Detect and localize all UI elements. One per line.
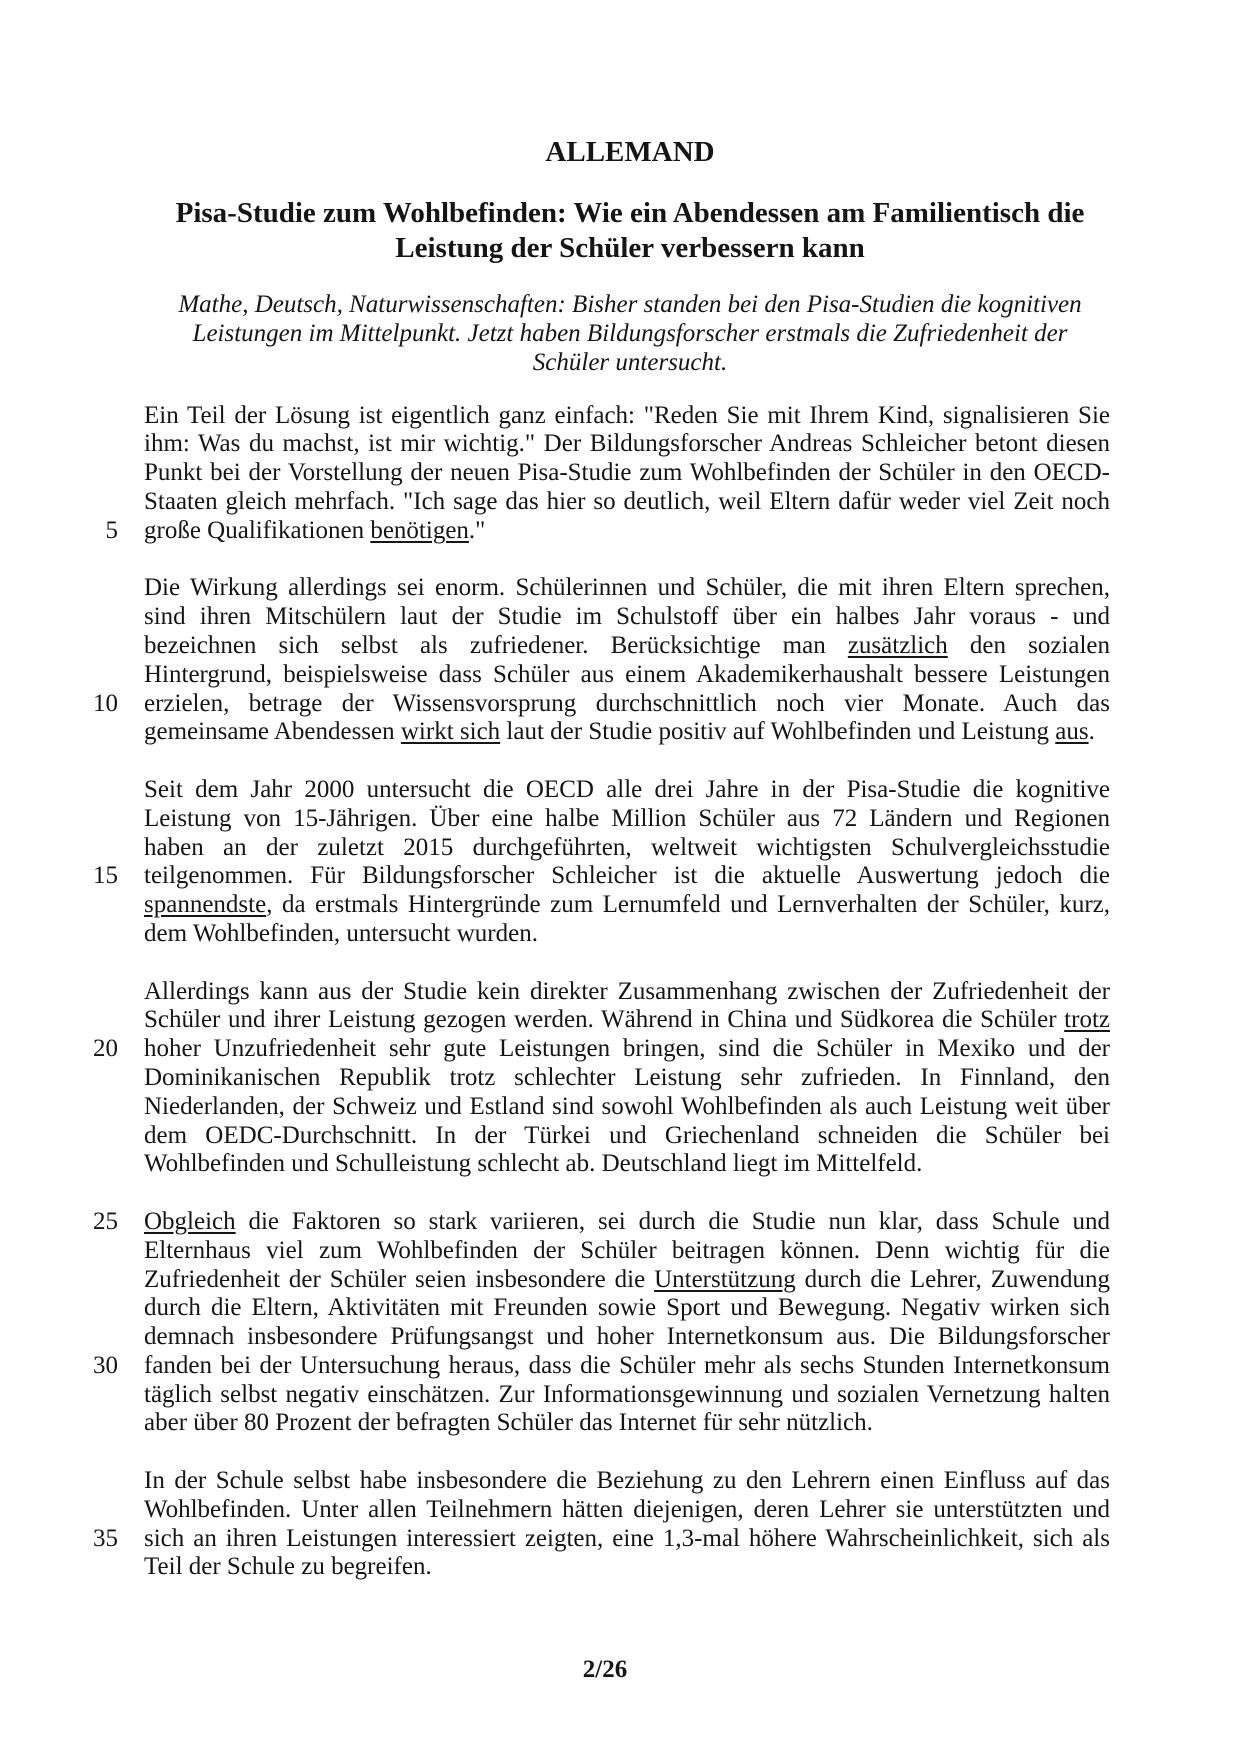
line-text: demnach insbesondere Prüfungsangst und hoher Internetkonsum aus. Die Bildungsforscher xyxy=(144,1323,1110,1351)
text-line xyxy=(144,1409,1110,1438)
paragraph xyxy=(93,574,1110,747)
line-text: Seit dem Jahr 2000 untersucht die OECD alle drei Jahre in der Pisa-Studie die kognitive xyxy=(144,775,1110,803)
line-text: erzielen, betrage der Wissensvorsprung durchschnittlich noch vier Monate. Auch das xyxy=(144,689,1110,717)
line-text: Dominikanischen Republik trotz schlechter Leistung sehr zufrieden. In Finnland, den xyxy=(144,1063,1110,1091)
line-text: teilgenommen. Für Bildungsforscher Schleicher ist die aktuelle Auswertung jedoch die xyxy=(144,862,1110,890)
text-line xyxy=(144,1266,1110,1295)
line-text: Allerdings kann aus der Studie kein direkter Zusammenhang zwischen der Zufriedenheit der xyxy=(144,977,1110,1005)
underlined-word: benötigen xyxy=(370,516,469,544)
text-line xyxy=(144,1122,1110,1151)
text-line xyxy=(144,1064,1110,1093)
line-text: sind ihren Mitschülern laut der Studie im Schulstoff über ein halbes Jahr voraus - und xyxy=(144,603,1110,631)
text-line xyxy=(144,978,1110,1007)
text-line xyxy=(144,488,1110,517)
line-text: Ein Teil der Lösung ist eigentlich ganz einfach: "Reden Sie mit Ihrem Kind, signalisieren Sie xyxy=(144,401,1110,429)
article-title xyxy=(144,196,1116,266)
text-line xyxy=(144,805,1110,834)
underlined-word: wirkt sich xyxy=(400,718,501,746)
text-line xyxy=(93,689,1110,719)
line-text: ihm: Was du machst, ist mir wichtig." Der Bildungsforscher Andreas Schleicher betont diesen xyxy=(144,430,1110,458)
paragraph xyxy=(93,1467,1110,1582)
line-number: 5 xyxy=(105,516,118,544)
line-text: Staaten gleich mehrfach. "Ich sage das hier so deutlich, weil Eltern dafür weder viel Zeit noch xyxy=(144,487,1110,515)
text-line xyxy=(144,1237,1110,1266)
line-text: Hintergrund, beispielsweise dass Schüler aus einem Akademikerhaushalt bessere Leistungen xyxy=(144,660,1110,688)
text-line xyxy=(144,574,1110,603)
text-line xyxy=(144,1294,1110,1323)
text-line xyxy=(144,776,1110,805)
title-line: Pisa-Studie zum Wohlbefinden: Wie ein Abendessen am Familientisch die xyxy=(175,197,1085,230)
line-text: hoher Unzufriedenheit sehr gute Leistungen bringen, sind die Schüler in Mexiko und der xyxy=(144,1035,1110,1063)
lead-line: Mathe, Deutsch, Naturwissenschaften: Bisher standen bei den Pisa-Studien die kognitiven xyxy=(178,291,1082,319)
subject-heading: ALLEMAND xyxy=(545,135,715,168)
text-line xyxy=(144,632,1110,661)
paragraph xyxy=(93,775,1110,949)
text-line xyxy=(144,920,1110,949)
article-lead xyxy=(144,291,1116,377)
text-line xyxy=(144,430,1110,459)
line-text: laut der Studie positiv auf Wohlbefinden und Leistung xyxy=(500,718,1056,746)
line-text: Zufriedenheit der Schüler seien insbesondere die xyxy=(144,1265,655,1293)
line-text: sich an ihren Leistungen interessiert zeigten, eine 1,3-mal höhere Wahrscheinlichkeit, sich als xyxy=(144,1524,1110,1552)
line-text: Schüler und ihrer Leistung gezogen werden. Während in China und Südkorea die Schüler xyxy=(144,1006,1065,1034)
line-text: fanden bei der Untersuchung heraus, dass die Schüler mehr als sechs Stunden Internetkonsum xyxy=(144,1351,1110,1379)
text-line xyxy=(93,1524,1110,1554)
text-line xyxy=(93,1035,1110,1064)
text-line xyxy=(144,1150,1110,1179)
text-line xyxy=(144,891,1110,920)
line-text: dem OEDC-Durchschnitt. In der Türkei und Griechenland schneiden die Schüler bei xyxy=(144,1121,1110,1149)
text-line xyxy=(144,1381,1110,1410)
line-text: , da erstmals Hintergründe zum Lernumfeld und Lernverhalten der Schüler, kurz, xyxy=(266,891,1110,919)
lead-line: Schüler untersucht. xyxy=(532,348,728,376)
underlined-word: zusätzlich xyxy=(847,631,948,659)
lead-line: Leistungen im Mittelpunkt. Jetzt haben Bildungsforscher erstmals die Zufriedenheit der xyxy=(192,320,1068,348)
line-text: Elternhaus viel zum Wohlbefinden der Schüler beitragen können. Denn wichtig für die xyxy=(144,1236,1110,1264)
text-line xyxy=(144,1553,1110,1582)
line-text: den sozialen xyxy=(947,631,1110,659)
line-text: gemeinsame Abendessen xyxy=(144,718,401,746)
underlined-word: Obgleich xyxy=(144,1207,236,1235)
title-line: Leistung der Schüler verbessern kann xyxy=(395,231,865,264)
paragraph xyxy=(93,977,1110,1180)
line-text: In der Schule selbst habe insbesondere die Beziehung zu den Lehrern einen Einfluss auf das xyxy=(144,1467,1110,1495)
line-text: durch die Eltern, Aktivitäten mit Freunden sowie Sport und Bewegung. Negativ wirken sich xyxy=(144,1294,1110,1322)
line-text: Leistung von 15-Jährigen. Über eine halbe Million Schüler aus 72 Ländern und Regionen xyxy=(144,804,1110,832)
text-line xyxy=(144,718,1110,747)
underlined-word: trotz xyxy=(1064,1006,1110,1034)
page-number: 2/26 xyxy=(582,1655,628,1683)
line-text: ." xyxy=(468,516,486,544)
underlined-word: spannendste xyxy=(144,891,267,919)
text-line xyxy=(144,1496,1110,1525)
line-text: Teil der Schule zu begreifen. xyxy=(144,1553,432,1581)
text-line xyxy=(144,402,1110,431)
text-line xyxy=(93,862,1110,891)
line-text: durch die Lehrer, Zuwendung xyxy=(795,1265,1111,1293)
text-line xyxy=(144,1006,1110,1035)
text-line xyxy=(144,1467,1110,1496)
line-number: 25 xyxy=(93,1207,118,1235)
line-text: haben an der zuletzt 2015 durchgeführten, weltweit wichtigsten Schulvergleichsstudie xyxy=(144,833,1110,861)
paragraph xyxy=(105,401,1110,546)
line-text: Wohlbefinden und Schulleistung schlecht ab. Deutschland liegt im Mittelfeld. xyxy=(144,1150,923,1178)
paragraph xyxy=(93,1207,1111,1438)
line-text: Punkt bei der Vorstellung der neuen Pisa-Studie zum Wohlbefinden der Schüler in den OECD- xyxy=(144,459,1110,487)
article-body xyxy=(93,401,1111,1611)
underlined-word: Unterstützung xyxy=(654,1265,796,1293)
text-line xyxy=(144,661,1110,690)
text-line xyxy=(144,1323,1110,1352)
line-number: 15 xyxy=(93,862,118,890)
line-text: große Qualifikationen xyxy=(144,516,371,544)
text-line xyxy=(105,516,1110,546)
line-text: Niederlanden, der Schweiz und Estland sind sowohl Wohlbefinden als auch Leistung weit über xyxy=(144,1092,1110,1120)
line-number: 30 xyxy=(93,1351,118,1379)
line-text: aber über 80 Prozent der befragten Schüler das Internet für sehr nützlich. xyxy=(144,1409,873,1437)
text-line xyxy=(144,459,1110,488)
text-line xyxy=(93,1207,1110,1237)
line-text: täglich selbst negativ einschätzen. Zur Informationsgewinnung und sozialen Vernetzung halten xyxy=(144,1380,1110,1408)
line-text: Die Wirkung allerdings sei enorm. Schülerinnen und Schüler, die mit ihren Eltern sprechen, xyxy=(144,574,1110,602)
text-line xyxy=(144,1093,1110,1122)
line-text: dem Wohlbefinden, untersucht wurden. xyxy=(144,919,538,947)
line-text: . xyxy=(1088,718,1095,746)
underlined-word: aus xyxy=(1055,718,1089,746)
line-text: Wohlbefinden. Unter allen Teilnehmern hätten diejenigen, deren Lehrer sie unterstützten und xyxy=(144,1495,1110,1523)
line-text: bezeichnen sich selbst als zufriedener. Berücksichtige man xyxy=(144,631,848,659)
line-number: 20 xyxy=(93,1035,118,1063)
text-line xyxy=(144,603,1110,632)
line-number: 35 xyxy=(93,1524,118,1552)
text-line xyxy=(93,1351,1110,1381)
line-number: 10 xyxy=(93,689,118,717)
text-line xyxy=(144,834,1110,863)
line-text: die Faktoren so stark variieren, sei durch die Studie nun klar, dass Schule und xyxy=(235,1207,1110,1235)
